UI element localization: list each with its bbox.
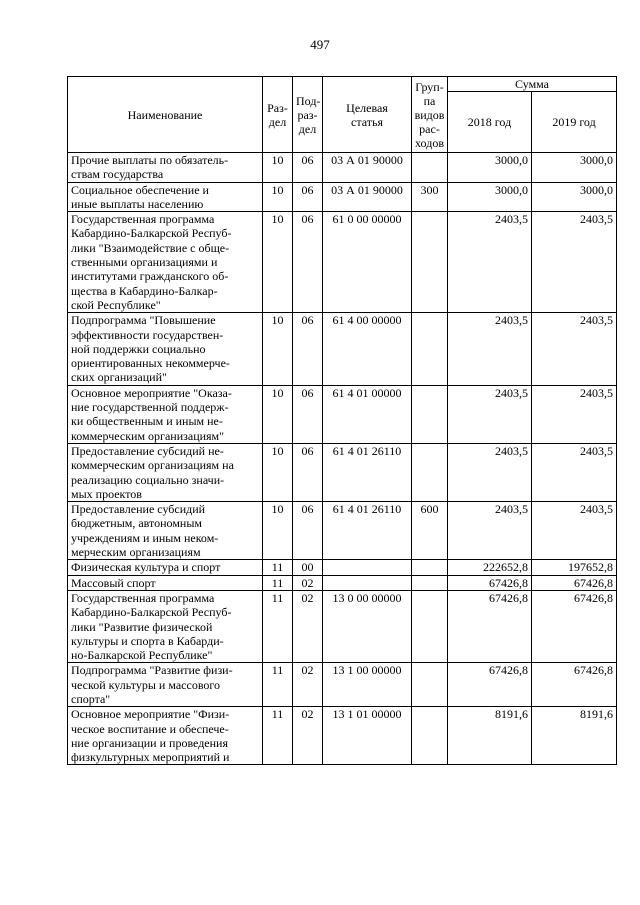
header-target-article: Целевая статья	[323, 77, 412, 153]
row-sum-2019: 2403,5	[532, 502, 617, 560]
row-expense-group	[412, 707, 448, 765]
table-body	[68, 153, 617, 765]
row-target-article: 03 А 01 90000	[323, 153, 412, 183]
row-sum-2019: 67426,8	[532, 575, 617, 590]
row-expense-group	[412, 590, 448, 662]
table-row	[68, 502, 617, 560]
row-expense-group	[412, 313, 448, 385]
row-sum-2018: 222652,8	[448, 560, 532, 575]
row-sum-2018: 2403,5	[448, 443, 532, 501]
row-section: 10	[263, 385, 293, 443]
table-header-row	[68, 77, 617, 92]
row-target-article	[323, 560, 412, 575]
row-name: Предоставление субсидий не- коммерческим организациям на реализацию социально значи- мых проектов	[68, 443, 263, 501]
row-target-article: 03 А 01 90000	[323, 182, 412, 212]
row-sum-2019: 3000,0	[532, 182, 617, 212]
row-expense-group: 600	[412, 502, 448, 560]
row-sum-2019: 67426,8	[532, 590, 617, 662]
row-name: Государственная программа Кабардино-Балкарской Респуб- лики "Взаимодействие с обще- ственными организациями и институтами гражданского об- щества в Кабардино-Балкар- ской Республике"	[68, 212, 263, 313]
row-expense-group	[412, 443, 448, 501]
row-section: 11	[263, 590, 293, 662]
row-target-article: 13 1 01 00000	[323, 707, 412, 765]
row-section: 11	[263, 707, 293, 765]
row-subsection: 06	[293, 212, 323, 313]
table-row	[68, 153, 617, 183]
row-sum-2018: 67426,8	[448, 590, 532, 662]
row-expense-group: 300	[412, 182, 448, 212]
row-sum-2018: 2403,5	[448, 385, 532, 443]
row-name: Подпрограмма "Развитие физи- ческой культуры и массового спорта"	[68, 663, 263, 707]
row-name: Прочие выплаты по обязатель- ствам государства	[68, 153, 263, 183]
header-expense-group: Груп- па видов рас- ходов	[412, 77, 448, 153]
page-number: 497	[310, 37, 330, 52]
row-sum-2018: 3000,0	[448, 182, 532, 212]
budget-table	[67, 76, 617, 765]
row-section: 10	[263, 153, 293, 183]
row-subsection: 02	[293, 575, 323, 590]
row-sum-2019: 3000,0	[532, 153, 617, 183]
row-sum-2018: 8191,6	[448, 707, 532, 765]
row-section: 11	[263, 663, 293, 707]
row-section: 10	[263, 313, 293, 385]
row-target-article	[323, 575, 412, 590]
table-row	[68, 313, 617, 385]
row-sum-2018: 2403,5	[448, 502, 532, 560]
row-target-article: 61 0 00 00000	[323, 212, 412, 313]
row-sum-2019: 2403,5	[532, 212, 617, 313]
row-sum-2019: 2403,5	[532, 313, 617, 385]
table-row	[68, 443, 617, 501]
row-sum-2019: 8191,6	[532, 707, 617, 765]
row-subsection: 06	[293, 182, 323, 212]
row-sum-2019: 2403,5	[532, 385, 617, 443]
row-section: 10	[263, 502, 293, 560]
row-section: 10	[263, 212, 293, 313]
row-subsection: 06	[293, 153, 323, 183]
header-year-2018: 2018 год	[448, 92, 532, 153]
row-subsection: 06	[293, 443, 323, 501]
row-subsection: 02	[293, 707, 323, 765]
table-row	[68, 560, 617, 575]
row-subsection: 00	[293, 560, 323, 575]
row-section: 11	[263, 575, 293, 590]
row-name: Физическая культура и спорт	[68, 560, 263, 575]
row-target-article: 61 4 01 26110	[323, 502, 412, 560]
row-section: 10	[263, 443, 293, 501]
row-sum-2018: 3000,0	[448, 153, 532, 183]
row-subsection: 02	[293, 590, 323, 662]
row-sum-2018: 2403,5	[448, 313, 532, 385]
row-name: Основное мероприятие "Физи- ческое воспитание и обеспече- ние организации и проведения физкультурных мероприятий и	[68, 707, 263, 765]
row-name: Предоставление субсидий бюджетным, автономным учреждениям и иным неком- мерческим организациям	[68, 502, 263, 560]
row-expense-group	[412, 663, 448, 707]
table-row	[68, 707, 617, 765]
row-subsection: 06	[293, 313, 323, 385]
row-name: Основное мероприятие "Оказа- ние государственной поддерж- ки общественным и иным не- коммерческим организациям"	[68, 385, 263, 443]
row-sum-2019: 67426,8	[532, 663, 617, 707]
row-subsection: 06	[293, 502, 323, 560]
row-target-article: 61 4 01 00000	[323, 385, 412, 443]
header-subsection: Под- раз- дел	[293, 77, 323, 153]
row-target-article: 61 4 00 00000	[323, 313, 412, 385]
row-expense-group	[412, 575, 448, 590]
table-row	[68, 575, 617, 590]
row-expense-group	[412, 560, 448, 575]
row-sum-2018: 2403,5	[448, 212, 532, 313]
row-expense-group	[412, 385, 448, 443]
header-name: Наименование	[68, 77, 263, 153]
row-sum-2018: 67426,8	[448, 663, 532, 707]
table-row	[68, 590, 617, 662]
table-row	[68, 212, 617, 313]
row-subsection: 02	[293, 663, 323, 707]
row-sum-2018: 67426,8	[448, 575, 532, 590]
row-name: Подпрограмма "Повышение эффективности государствен- ной поддержки социально ориентированных некоммерче- ских организаций"	[68, 313, 263, 385]
row-target-article: 13 0 00 00000	[323, 590, 412, 662]
table-row	[68, 663, 617, 707]
row-sum-2019: 197652,8	[532, 560, 617, 575]
row-target-article: 61 4 01 26110	[323, 443, 412, 501]
row-expense-group	[412, 153, 448, 183]
row-subsection: 06	[293, 385, 323, 443]
row-name: Социальное обеспечение и иные выплаты населению	[68, 182, 263, 212]
header-sum: Сумма	[448, 77, 617, 92]
row-expense-group	[412, 212, 448, 313]
row-name: Массовый спорт	[68, 575, 263, 590]
header-section: Раз- дел	[263, 77, 293, 153]
row-section: 10	[263, 182, 293, 212]
header-year-2019: 2019 год	[532, 92, 617, 153]
row-name: Государственная программа Кабардино-Балкарской Респуб- лики "Развитие физической культуры и спорта в Кабарди- но-Балкарской Республике"	[68, 590, 263, 662]
row-sum-2019: 2403,5	[532, 443, 617, 501]
row-target-article: 13 1 00 00000	[323, 663, 412, 707]
row-section: 11	[263, 560, 293, 575]
table-row	[68, 182, 617, 212]
table-row	[68, 385, 617, 443]
